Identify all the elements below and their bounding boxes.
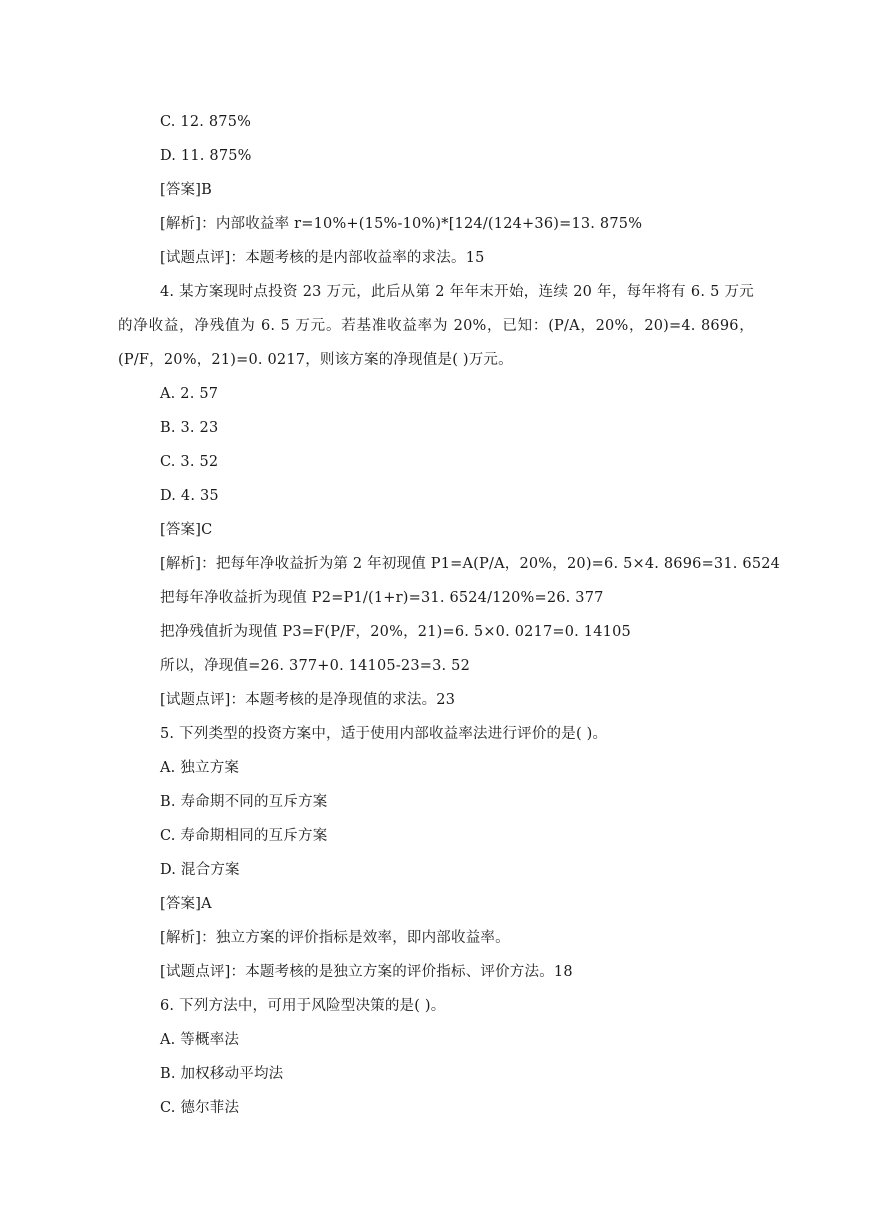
comment-text: [试题点评]：本题考核的是独立方案的评价指标、评价方法。18 [160,964,573,980]
option-c-text: C. 3. 52 [160,454,219,470]
option-c-text: C. 12. 875% [160,114,252,130]
answer-text: [答案]C [160,522,213,538]
option-d-text: D. 11. 875% [160,148,252,164]
question-5-text: 5. 下列类型的投资方案中，适于使用内部收益率法进行评价的是( )。 [160,726,608,742]
analysis-text: [解析]：把每年净收益折为第 2 年初现值 P1=A(P/A，20%，20)=6. 5×4. 8696=31. 6524 [160,556,781,572]
answer-text: [答案]B [160,182,212,198]
comment-text: [试题点评]：本题考核的是内部收益率的求法。15 [160,250,485,266]
analysis-line-3: 把净残值折为现值 P3=F(P/F，20%，21)=6. 5×0. 0217=0. 14105 [160,624,631,640]
option-a-text: A. 2. 57 [160,386,219,402]
analysis-line-4: 所以，净现值=26. 377+0. 14105-23=3. 52 [160,658,471,674]
option-a-text: A. 等概率法 [160,1032,240,1048]
comment-text: [试题点评]：本题考核的是净现值的求法。23 [160,692,456,708]
answer-text: [答案]A [160,896,212,912]
analysis-text: [解析]：独立方案的评价指标是效率，即内部收益率。 [160,930,510,946]
option-b-text: B. 加权移动平均法 [160,1066,284,1082]
option-d-text: D. 4. 35 [160,488,219,504]
option-d-text: D. 混合方案 [160,862,240,878]
question-4-text: 4. 某方案现时点投资 23 万元，此后从第 2 年年末开始，连续 20 年，每年将有 6. 5 万元的净收益，净残值为 6. 5 万元。若基准收益率为 20%，已知：(P/A，20%，20)=4. 8696，(P/F，20%，21)=0. 0217，则该方案的净现值是( )万元。 [118,284,754,368]
option-b-text: B. 3. 23 [160,420,219,436]
question-6-text: 6. 下列方法中，可用于风险型决策的是( )。 [160,998,446,1014]
analysis-text: [解析]：内部收益率 r=10%+(15%-10%)*[124/(124+36)=13. 875% [160,216,643,232]
option-a-text: A. 独立方案 [160,760,240,776]
option-b-text: B. 寿命期不同的互斥方案 [160,794,328,810]
analysis-line-2: 把每年净收益折为现值 P2=P1/(1+r)=31. 6524/120%=26. 377 [160,590,604,606]
option-c-text: C. 德尔菲法 [160,1100,240,1116]
option-c-text: C. 寿命期相同的互斥方案 [160,828,328,844]
